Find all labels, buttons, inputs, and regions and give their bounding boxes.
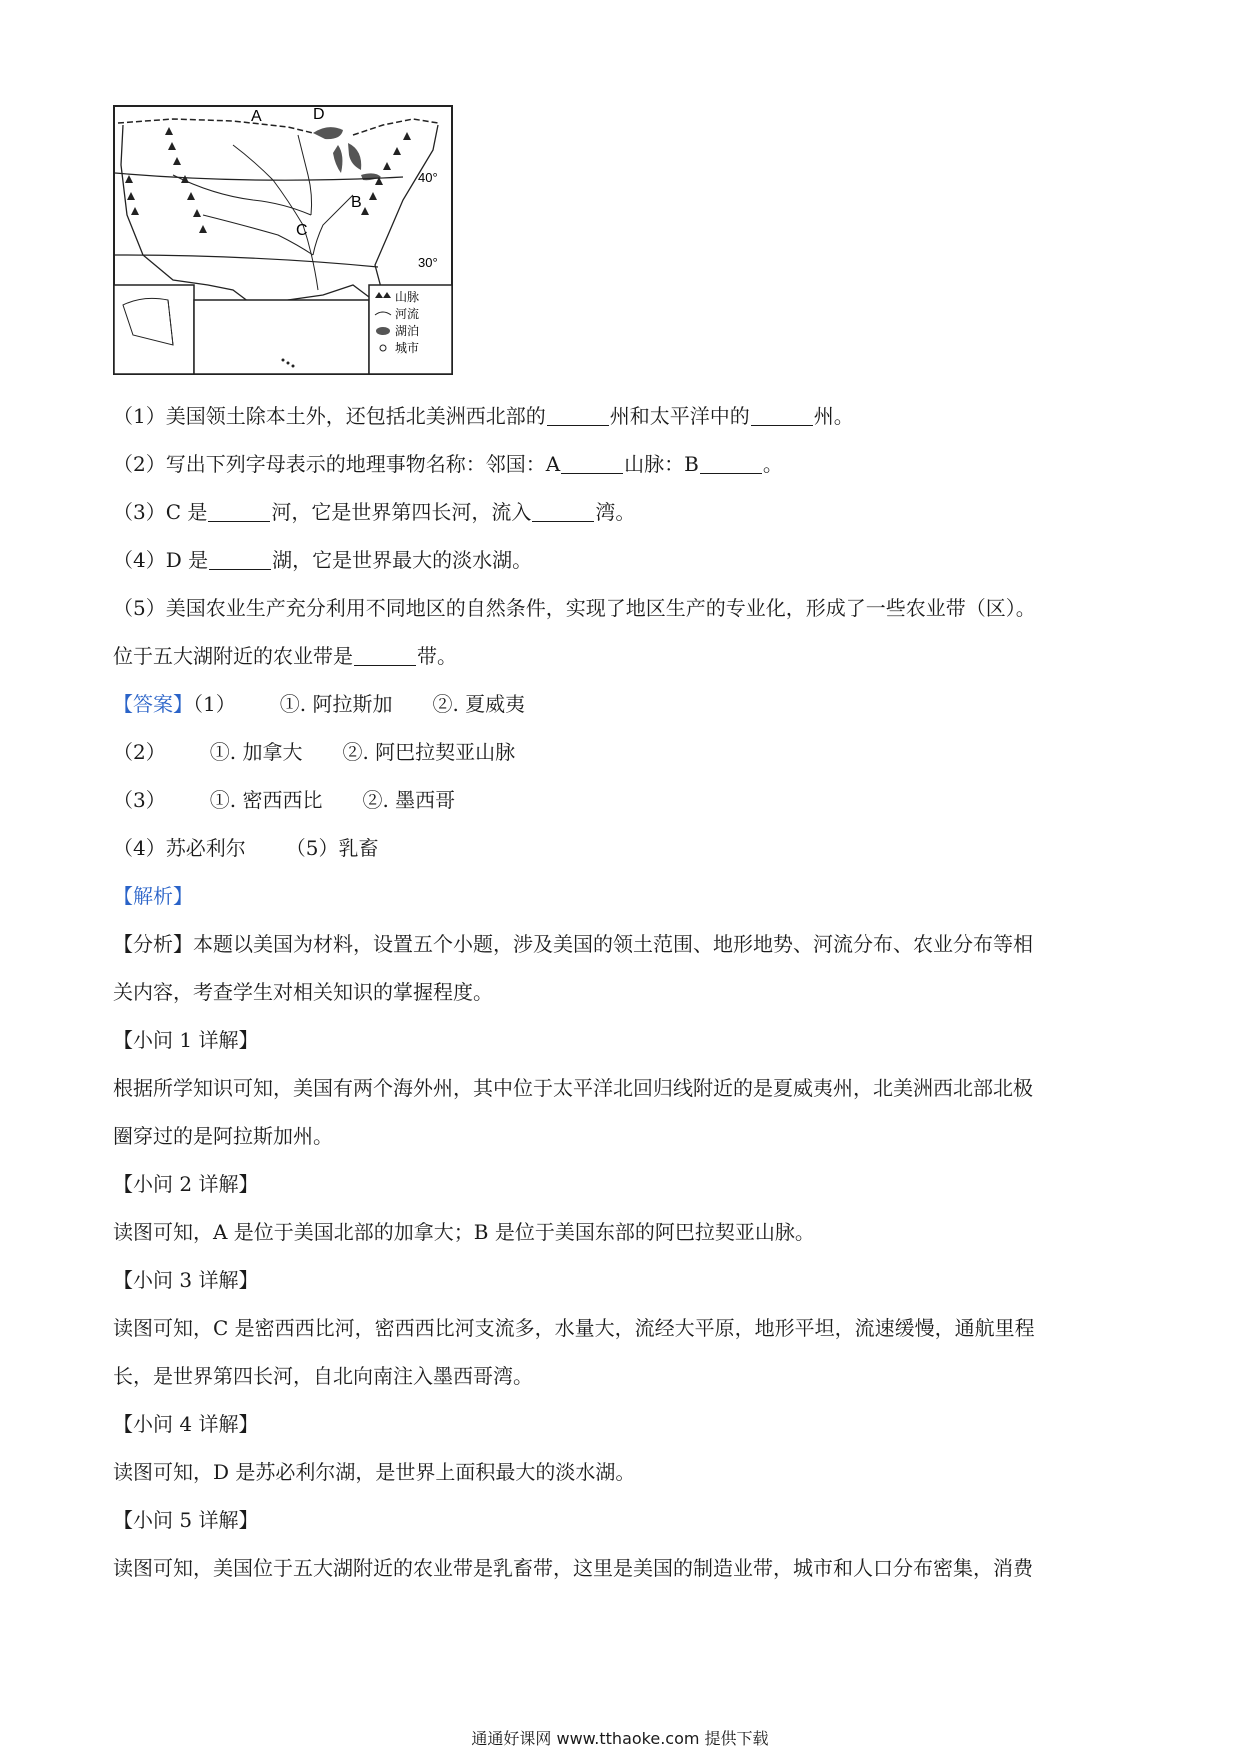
question-5: （5）美国农业生产充分利用不同地区的自然条件，实现了地区生产的专业化，形成了一些农业带（区）。 xyxy=(113,596,1036,620)
question-2: （2）写出下列字母表示的地理事物名称：邻国：A 山脉：B 。 xyxy=(113,452,783,476)
answer-3: （3） ①. 密西西比 ②. 墨西哥 xyxy=(113,788,456,812)
subq-1-text-1: 根据所学知识可知，美国有两个海外州，其中位于太平洋北回归线附近的是夏威夷州，北美洲西北部北极 xyxy=(113,1076,1033,1100)
subq-1-title: 【小问 1 详解】 xyxy=(113,1028,259,1052)
question-1: （1）美国领土除本土外，还包括北美洲西北部的 州和太平洋中的 州。 xyxy=(113,404,854,428)
blank xyxy=(751,405,813,426)
analysis-fenxi-2: 关内容，考查学生对相关知识的掌握程度。 xyxy=(113,980,493,1004)
usa-map-figure xyxy=(113,105,453,375)
blank xyxy=(700,453,762,474)
answer-4-5: （4）苏必利尔 （5）乳畜 xyxy=(113,836,379,860)
blank xyxy=(354,645,416,666)
legend-lake: 湖泊 xyxy=(395,324,420,338)
subq-1-text-2: 圈穿过的是阿拉斯加州。 xyxy=(113,1124,333,1148)
subq-3-text-1: 读图可知，C 是密西西比河，密西西比河支流多，水量大，流经大平原，地形平坦，流速缓慢，通航里程 xyxy=(113,1316,1035,1340)
subq-2-text-1: 读图可知，A 是位于美国北部的加拿大；B 是位于美国东部的阿巴拉契亚山脉。 xyxy=(113,1220,815,1244)
map-label-lat40: 40° xyxy=(418,170,438,185)
subq-3-text-2: 长，是世界第四长河，自北向南注入墨西哥湾。 xyxy=(113,1364,533,1388)
question-5-cont: 位于五大湖附近的农业带是 带。 xyxy=(113,644,457,668)
map-label-c: C xyxy=(296,222,308,239)
answer-2: （2） ①. 加拿大 ②. 阿巴拉契亚山脉 xyxy=(113,740,516,764)
blank xyxy=(547,405,609,426)
blank xyxy=(532,501,594,522)
map-label-b: B xyxy=(351,194,362,211)
legend-city: 城市 xyxy=(395,341,420,355)
map-label-lat30: 30° xyxy=(418,255,438,270)
subq-3-title: 【小问 3 详解】 xyxy=(113,1268,259,1292)
subq-5-title: 【小问 5 详解】 xyxy=(113,1508,259,1532)
question-3: （3）C 是 河，它是世界第四长河，流入 湾。 xyxy=(113,500,636,524)
answer-1: 【答案】（1） ①. 阿拉斯加 ②. 夏威夷 xyxy=(113,692,526,716)
subq-4-title: 【小问 4 详解】 xyxy=(113,1412,259,1436)
usa-map xyxy=(113,105,453,375)
map-label-a: A xyxy=(251,108,262,125)
subq-2-title: 【小问 2 详解】 xyxy=(113,1172,259,1196)
legend-river: 河流 xyxy=(395,307,420,321)
subq-5-text-1: 读图可知，美国位于五大湖附近的农业带是乳畜带，这里是美国的制造业带，城市和人口分布密集，消费 xyxy=(113,1556,1033,1580)
subq-4-text-1: 读图可知，D 是苏必利尔湖，是世界上面积最大的淡水湖。 xyxy=(113,1460,636,1484)
page-footer: 通通好课网 www.tthaoke.com 提供下载 xyxy=(471,1729,769,1748)
analysis-fenxi-1: 【分析】本题以美国为材料，设置五个小题，涉及美国的领土范围、地形地势、河流分布、农业分布等相 xyxy=(113,932,1033,956)
map-label-d: D xyxy=(313,106,325,123)
blank xyxy=(208,501,270,522)
blank xyxy=(561,453,623,474)
analysis-label: 【解析】 xyxy=(113,884,193,908)
answer-label: 【答案】 xyxy=(113,692,193,716)
legend-mountain: 山脉 xyxy=(395,290,420,304)
blank xyxy=(209,549,271,570)
question-4: （4）D 是 湖，它是世界最大的淡水湖。 xyxy=(113,548,533,572)
